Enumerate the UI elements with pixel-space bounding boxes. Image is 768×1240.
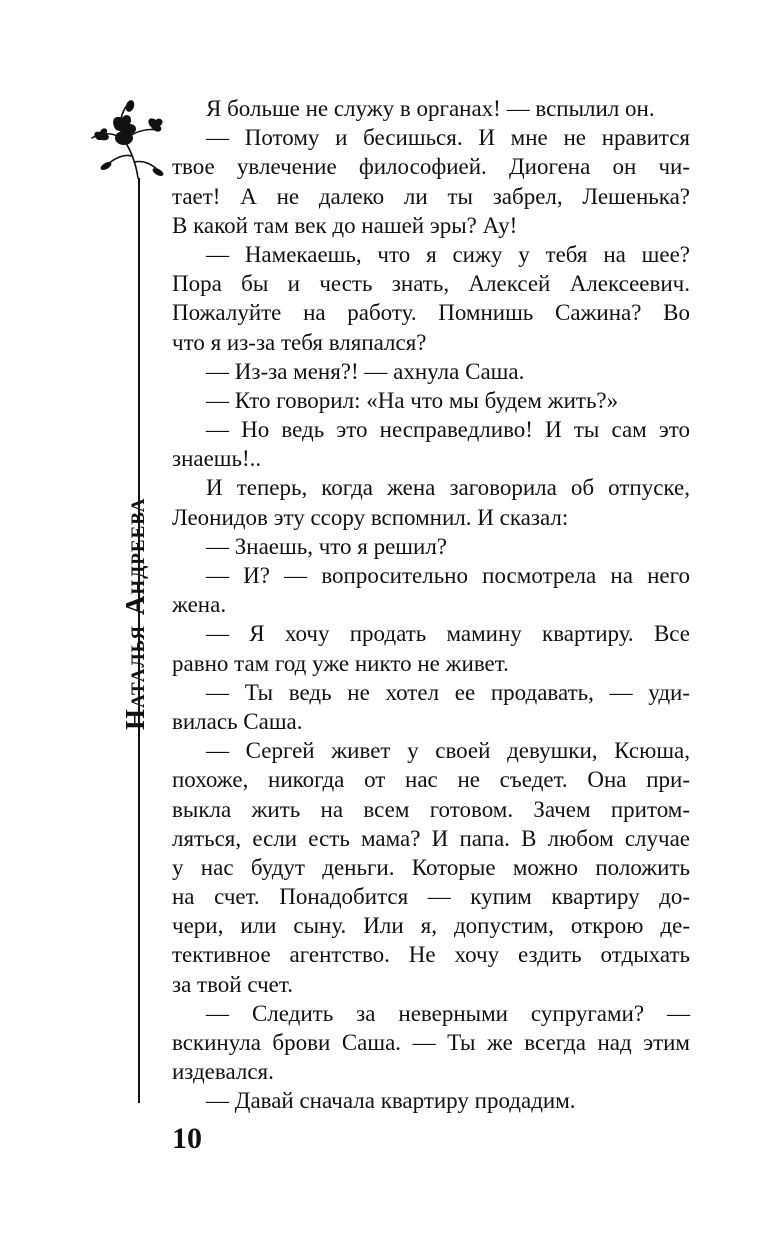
text-line: твое увлечение философией. Диогена он чи- — [172, 154, 690, 180]
text-line: ляться, если есть мама? И папа. В любом случае — [172, 825, 690, 851]
text-line: — Я хочу продать мамину квартиру. Все — [206, 621, 690, 647]
text-line: — Кто говорил: «На что мы будем жить?» — [206, 387, 619, 413]
author-surname: Андреева — [120, 497, 150, 616]
text-line: знаешь!.. — [172, 446, 262, 472]
text-line: издевался. — [172, 1059, 274, 1085]
text-line: — Но ведь это несправедливо! И ты сам это — [206, 417, 690, 443]
text-line: выкла жить на всем готовом. Зачем притом- — [172, 796, 690, 822]
text-line: за твой счет. — [172, 971, 293, 997]
text-line: жена. — [172, 592, 227, 618]
text-line: тает! А не далеко ли ты забрел, Лешенька? — [172, 183, 690, 209]
text-line: Я больше не служу в органах! — вспылил он. — [206, 96, 655, 121]
page-number: 10 — [172, 1122, 202, 1155]
text-line: у нас будут деньги. Которые можно положить — [172, 854, 690, 880]
text-line: похоже, никогда от нас не съедет. Она при- — [172, 767, 690, 793]
text-line: Пора бы и честь знать, Алексей Алексеевич. — [172, 271, 690, 297]
text-line: — Ты ведь не хотел ее продавать, — уди- — [206, 679, 690, 705]
text-line: И теперь, когда жена заговорила об отпуске, — [206, 475, 690, 501]
text-line: — Потому и бесишься. И мне не нравится — [206, 125, 690, 151]
flower-ornament-icon — [84, 96, 168, 192]
text-line: Леонидов эту ссору вспомнил. И сказал: — [172, 504, 569, 530]
text-line: тективное агентство. Не хочу ездить отдыхать — [172, 942, 690, 968]
text-line: — Следить за неверными супругами? — — [206, 1000, 690, 1026]
text-line: — И? — вопросительно посмотрела на него — [206, 563, 690, 588]
text-line: чери, или сыну. Или я, допустим, открою де- — [172, 913, 690, 939]
text-line: В какой там век до нашей эры? Ау! — [172, 212, 518, 238]
text-line: вскинула брови Саша. — Ты же всегда над этим — [172, 1030, 690, 1055]
author-first-name: Наталья — [120, 625, 150, 730]
text-line: равно там год уже никто не живет. — [172, 650, 509, 676]
text-line: — Знаешь, что я решил? — [206, 533, 448, 559]
running-head — [122, 498, 149, 730]
text-line: что я из-за тебя вляпался? — [172, 329, 427, 355]
text-line: — Сергей живет у своей девушки, Ксюша, — [206, 738, 690, 764]
body-text — [172, 94, 690, 1116]
text-line: вилась Саша. — [172, 708, 303, 734]
text-line: на счет. Понадобится — купим квартиру до- — [172, 884, 690, 910]
text-line: — Давай сначала квартиру продадим. — [206, 1088, 576, 1114]
text-line: — Из-за меня?! — ахнула Саша. — [206, 358, 525, 384]
text-line: Пожалуйте на работу. Помнишь Сажина? Во — [172, 300, 690, 326]
text-line: — Намекаешь, что я сижу у тебя на шее? — [206, 241, 690, 267]
